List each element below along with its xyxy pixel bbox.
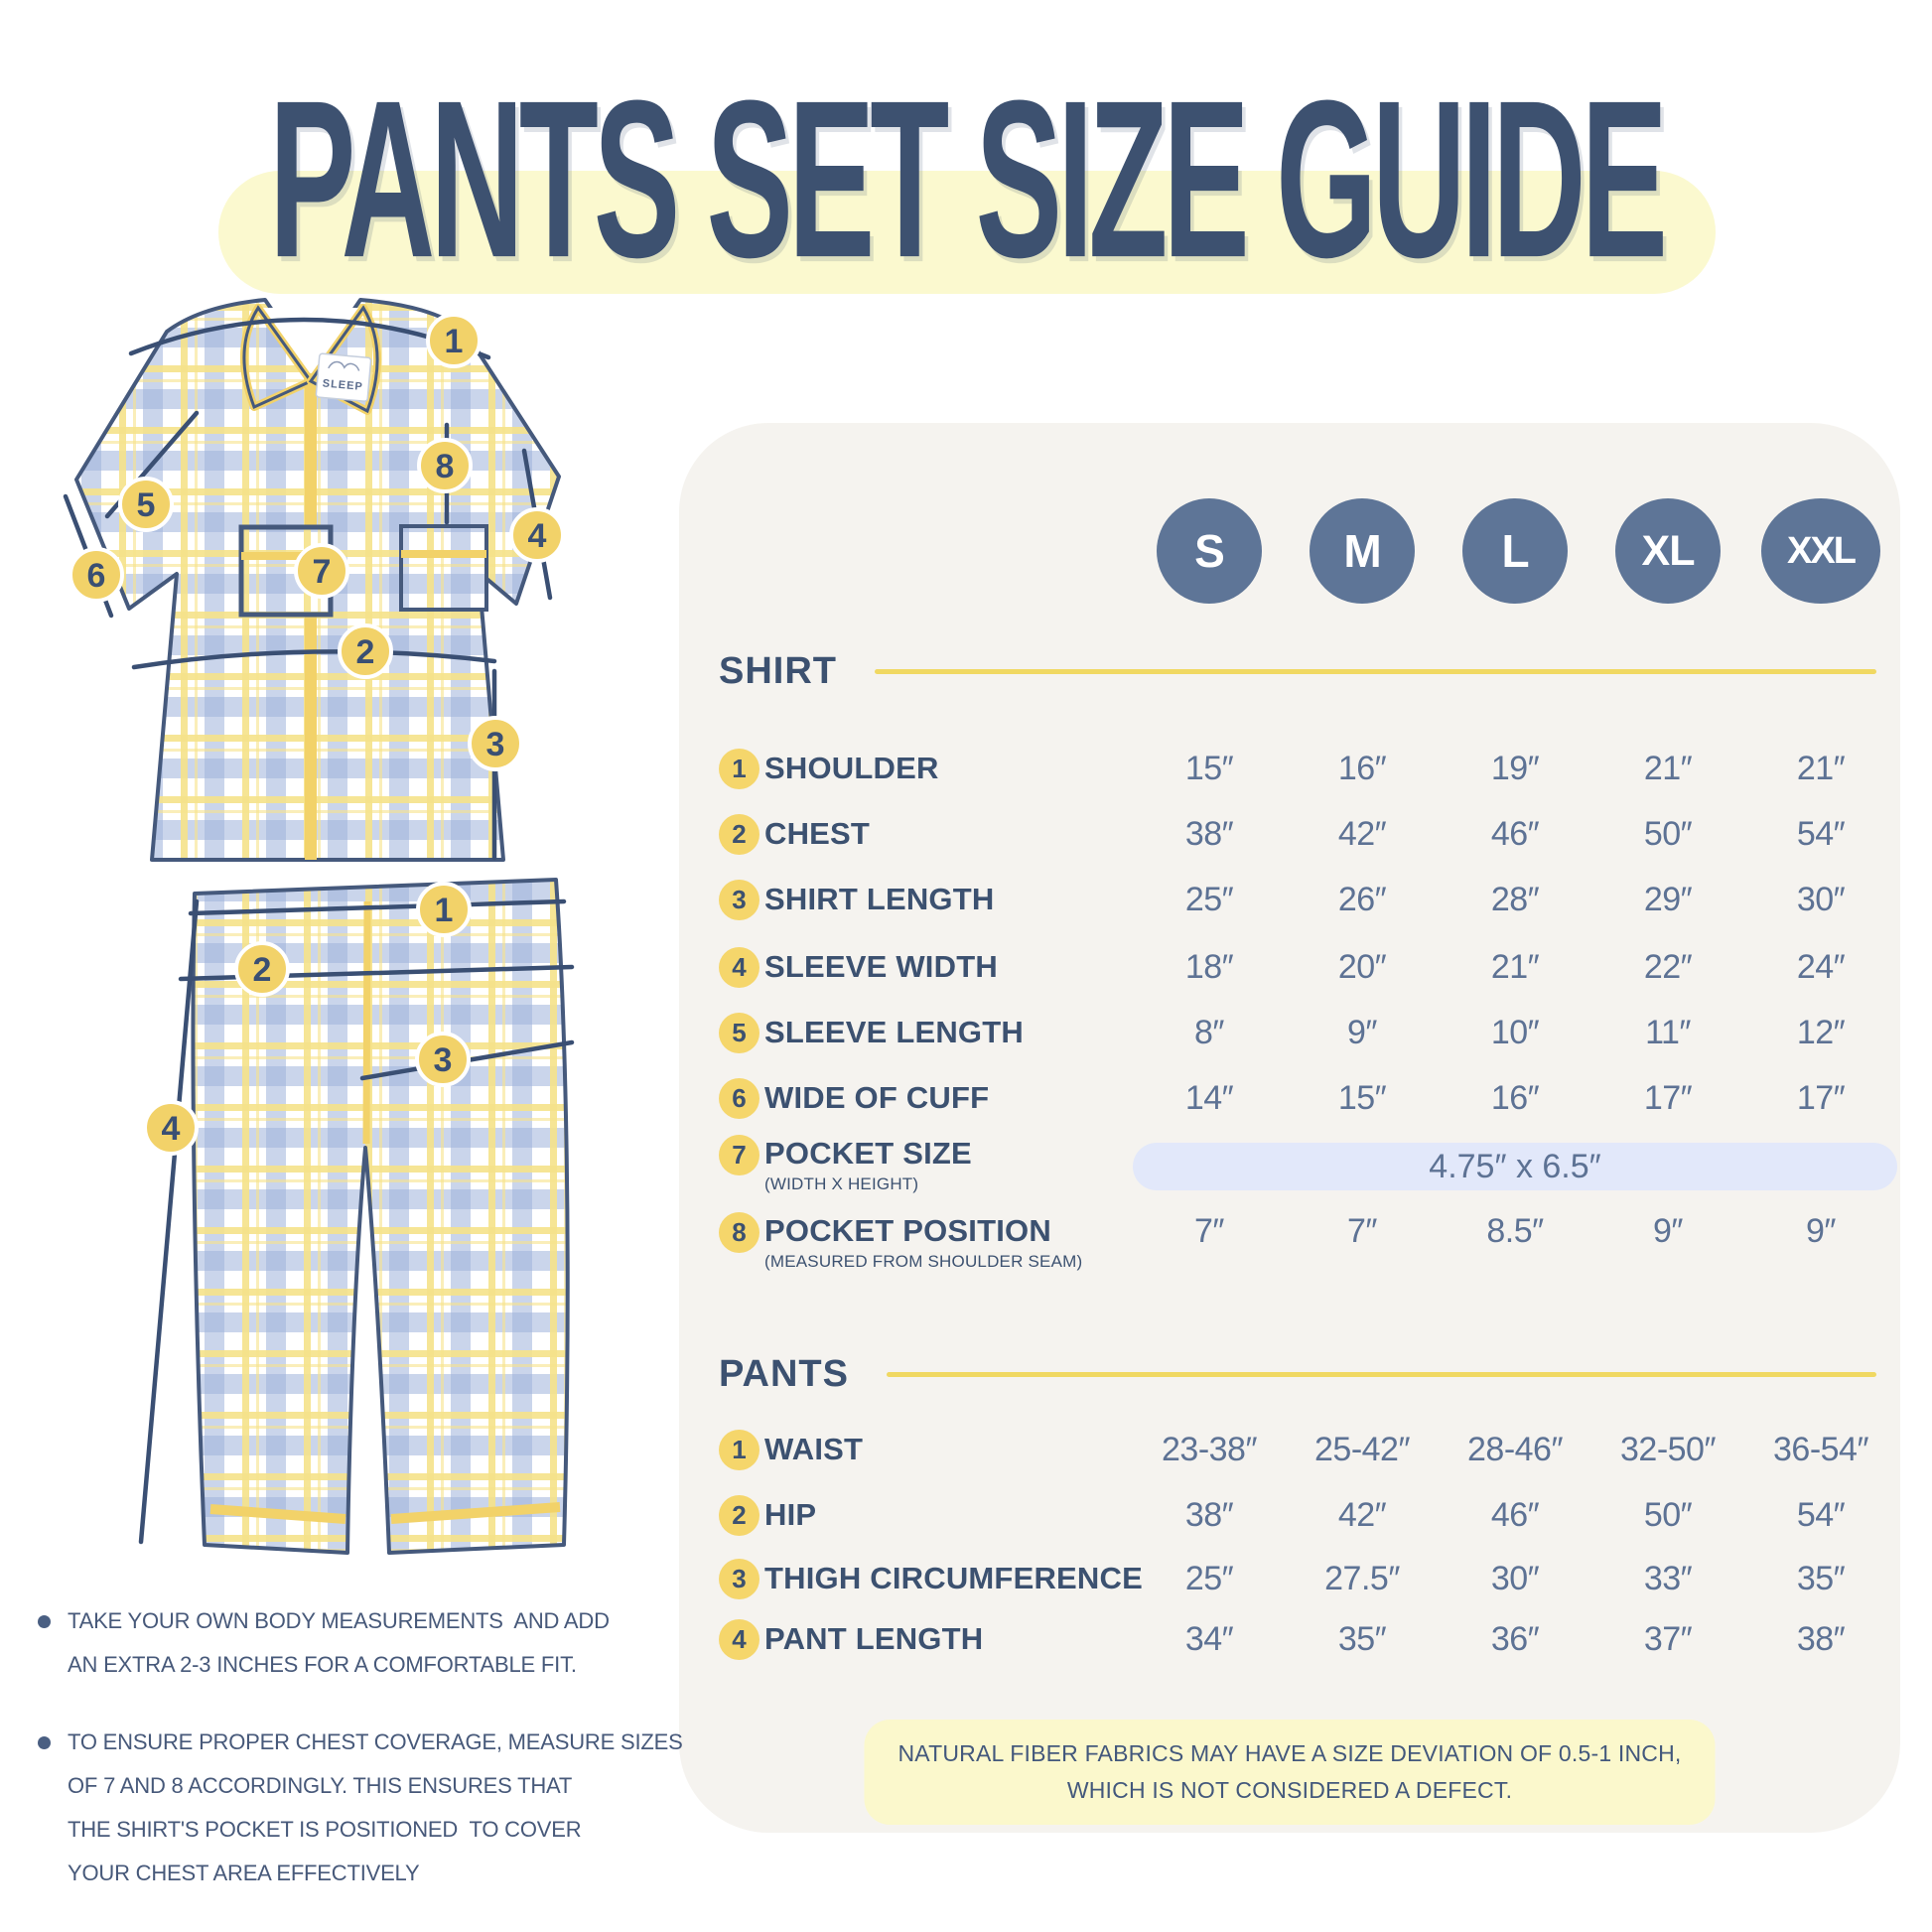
row-label: WIDE OF CUFF [764, 1080, 990, 1115]
deviation-note-line-1: NATURAL FIBER FABRICS MAY HAVE A SIZE DEVIATION OF 0.5-1 INCH, [897, 1740, 1682, 1766]
value-l: 16″ [1490, 1078, 1540, 1117]
row-number-badge: 1 [719, 1430, 759, 1470]
shirt-callout-1 [428, 315, 480, 366]
row-number-badge: 7 [719, 1135, 759, 1175]
svg-text:1: 1 [444, 323, 464, 360]
value-xxl: 54″ [1796, 1495, 1846, 1534]
value-m: 7″ [1347, 1212, 1377, 1250]
value-l: 28″ [1490, 880, 1540, 918]
pants-row-thigh-circumference [719, 1546, 1897, 1611]
value-l: 46″ [1490, 814, 1540, 853]
shirt-callout-2 [340, 625, 391, 677]
bullet-dot-icon [38, 1615, 51, 1628]
value-xl: 32-50″ [1620, 1430, 1716, 1468]
value-xxl: 36-54″ [1773, 1430, 1868, 1468]
shirt-callout-7 [296, 545, 347, 597]
pants-callout-1 [418, 884, 470, 935]
tip-line: OF 7 AND 8 ACCORDINGLY. THIS ENSURES THAT [68, 1773, 573, 1798]
row-label: POCKET SIZE [764, 1136, 972, 1171]
value-xxl: 30″ [1796, 880, 1846, 918]
shirt-callout-5 [120, 479, 172, 530]
shirt-illustration [66, 300, 563, 860]
value-s: 38″ [1184, 814, 1234, 853]
pants-divider-line [887, 1372, 1876, 1377]
value-s: 34″ [1184, 1619, 1234, 1658]
value-m: 35″ [1337, 1619, 1387, 1658]
value-xxl: 38″ [1796, 1619, 1846, 1658]
size-badge-xl: XL [1615, 498, 1721, 604]
row-label: CHEST [764, 816, 871, 851]
value-xl: 21″ [1643, 749, 1693, 787]
size-header-row [719, 496, 1897, 606]
shirt-callout-8 [419, 440, 471, 491]
pants-callout-4 [145, 1102, 197, 1154]
svg-text:3: 3 [433, 1041, 453, 1079]
value-l: 30″ [1490, 1559, 1540, 1597]
shirt-divider-line [875, 669, 1876, 674]
value-s: 23-38″ [1162, 1430, 1257, 1468]
pajama-illustration [20, 266, 576, 1587]
value-l: 28-46″ [1467, 1430, 1563, 1468]
pants-callout-3 [417, 1034, 469, 1085]
size-badge-l: L [1462, 498, 1568, 604]
tip-line: YOUR CHEST AREA EFFECTIVELY [68, 1861, 420, 1885]
deviation-note [864, 1720, 1715, 1825]
pants-section-title: PANTS [719, 1352, 849, 1395]
row-label-wrap [764, 1198, 1133, 1272]
value-l: 19″ [1490, 749, 1540, 787]
row-label: SHOULDER [764, 751, 939, 785]
pants-callout-2 [236, 943, 288, 995]
value-s: 7″ [1194, 1212, 1224, 1250]
value-xl: 37″ [1643, 1619, 1693, 1658]
brand-tag-label: SLEEP [322, 377, 364, 393]
value-s: 25″ [1184, 880, 1234, 918]
tip-text [68, 1599, 610, 1687]
pants-row-hip [719, 1482, 1897, 1548]
brand-tag [316, 353, 371, 401]
value-xl: 50″ [1643, 814, 1693, 853]
shirt-row-sleeve-width [719, 934, 1897, 1000]
size-badge-s: S [1157, 498, 1262, 604]
row-number-badge: 6 [719, 1078, 759, 1119]
deviation-note-line-2: WHICH IS NOT CONSIDERED A DEFECT. [1066, 1777, 1513, 1803]
row-label: THIGH CIRCUMFERENCE [764, 1561, 1143, 1595]
value-m: 42″ [1337, 1495, 1387, 1534]
value-m: 26″ [1337, 880, 1387, 918]
svg-text:8: 8 [435, 448, 455, 485]
row-number-badge: 2 [719, 1495, 759, 1536]
row-label: SHIRT LENGTH [764, 882, 995, 916]
row-label: HIP [764, 1497, 817, 1532]
row-sublabel: (WIDTH X HEIGHT) [764, 1174, 919, 1193]
value-m: 15″ [1337, 1078, 1387, 1117]
svg-text:7: 7 [312, 553, 332, 591]
svg-text:2: 2 [252, 951, 272, 989]
value-xl: 33″ [1643, 1559, 1693, 1597]
value-l: 8.5″ [1486, 1212, 1544, 1250]
row-number-badge: 1 [719, 749, 759, 789]
value-m: 20″ [1337, 947, 1387, 986]
row-number-badge: 4 [719, 1619, 759, 1660]
pants-fly [366, 901, 367, 1144]
value-xxl: 21″ [1796, 749, 1846, 787]
measurement-tips [38, 1599, 693, 1929]
pocket-size-pill: 4.75″ x 6.5″ [1133, 1143, 1897, 1190]
row-label-wrap [764, 1121, 1133, 1194]
shirt-row-sleeve-length [719, 1000, 1897, 1065]
tip-line: TO ENSURE PROPER CHEST COVERAGE, MEASURE SIZES [68, 1729, 683, 1754]
tip-item [38, 1721, 693, 1895]
tip-line: AN EXTRA 2-3 INCHES FOR A COMFORTABLE FIT. [68, 1652, 577, 1677]
row-number-badge: 2 [719, 814, 759, 855]
value-s: 18″ [1184, 947, 1234, 986]
svg-text:4: 4 [161, 1110, 181, 1148]
shirt-row-shirt-length [719, 867, 1897, 932]
value-l: 21″ [1490, 947, 1540, 986]
row-label: SLEEVE WIDTH [764, 949, 998, 984]
value-xl: 22″ [1643, 947, 1693, 986]
shirt-row-chest [719, 801, 1897, 867]
tip-item [38, 1599, 693, 1687]
size-badge-m: M [1310, 498, 1415, 604]
row-label: PANT LENGTH [764, 1621, 984, 1656]
row-number-badge: 4 [719, 947, 759, 988]
tip-text [68, 1721, 683, 1895]
value-xxl: 17″ [1796, 1078, 1846, 1117]
value-xxl: 12″ [1796, 1013, 1846, 1051]
value-xxl: 35″ [1796, 1559, 1846, 1597]
value-xl: 11″ [1645, 1013, 1691, 1051]
value-xxl: 54″ [1796, 814, 1846, 853]
value-m: 16″ [1337, 749, 1387, 787]
value-xxl: 9″ [1806, 1212, 1836, 1250]
row-label: SLEEVE LENGTH [764, 1015, 1024, 1049]
value-l: 36″ [1490, 1619, 1540, 1658]
svg-text:5: 5 [136, 486, 156, 524]
value-s: 8″ [1194, 1013, 1224, 1051]
shirt-section-header [719, 643, 1876, 699]
value-xl: 29″ [1643, 880, 1693, 918]
value-s: 38″ [1184, 1495, 1234, 1534]
value-xl: 9″ [1653, 1212, 1683, 1250]
row-label: WAIST [764, 1432, 864, 1466]
svg-text:3: 3 [485, 726, 505, 763]
shirt-callout-4 [511, 509, 563, 561]
row-number-badge: 3 [719, 1559, 759, 1599]
row-number-badge: 5 [719, 1013, 759, 1053]
svg-text:2: 2 [355, 633, 375, 671]
title-row [0, 53, 1932, 305]
value-s: 25″ [1184, 1559, 1234, 1597]
bullet-dot-icon [38, 1736, 51, 1749]
svg-text:1: 1 [434, 892, 454, 929]
svg-text:4: 4 [527, 517, 547, 555]
value-xl: 17″ [1643, 1078, 1693, 1117]
shirt-callout-6 [70, 549, 122, 601]
pants-row-waist [719, 1417, 1897, 1482]
value-m: 42″ [1337, 814, 1387, 853]
shirt-section-title: SHIRT [719, 649, 837, 692]
value-m: 9″ [1347, 1013, 1377, 1051]
value-xxl: 24″ [1796, 947, 1846, 986]
value-l: 46″ [1490, 1495, 1540, 1534]
tip-line: TAKE YOUR OWN BODY MEASUREMENTS AND ADD [68, 1608, 610, 1633]
row-number-badge: 3 [719, 880, 759, 920]
pants-row-pant-length [719, 1606, 1897, 1672]
value-m: 25-42″ [1314, 1430, 1410, 1468]
value-m: 27.5″ [1324, 1559, 1400, 1597]
row-label: POCKET POSITION [764, 1213, 1051, 1248]
size-badge-xxl: XXL [1761, 498, 1880, 604]
value-l: 10″ [1490, 1013, 1540, 1051]
size-guide-panel [679, 423, 1900, 1833]
value-s: 15″ [1184, 749, 1234, 787]
pants-section-header [719, 1346, 1876, 1402]
shirt-callout-3 [470, 718, 521, 769]
pants-illustration [141, 880, 572, 1553]
value-s: 14″ [1184, 1078, 1234, 1117]
row-sublabel: (MEASURED FROM SHOULDER SEAM) [764, 1252, 1083, 1271]
value-xl: 50″ [1643, 1495, 1693, 1534]
svg-text:6: 6 [86, 557, 106, 595]
page-title: PANTS SET SIZE GUIDE [269, 53, 1663, 305]
shirt-row-pocket-position [719, 1198, 1897, 1290]
row-number-badge: 8 [719, 1212, 759, 1253]
tip-line: THE SHIRT'S POCKET IS POSITIONED TO COVER [68, 1817, 582, 1842]
shirt-row-shoulder [719, 736, 1897, 801]
